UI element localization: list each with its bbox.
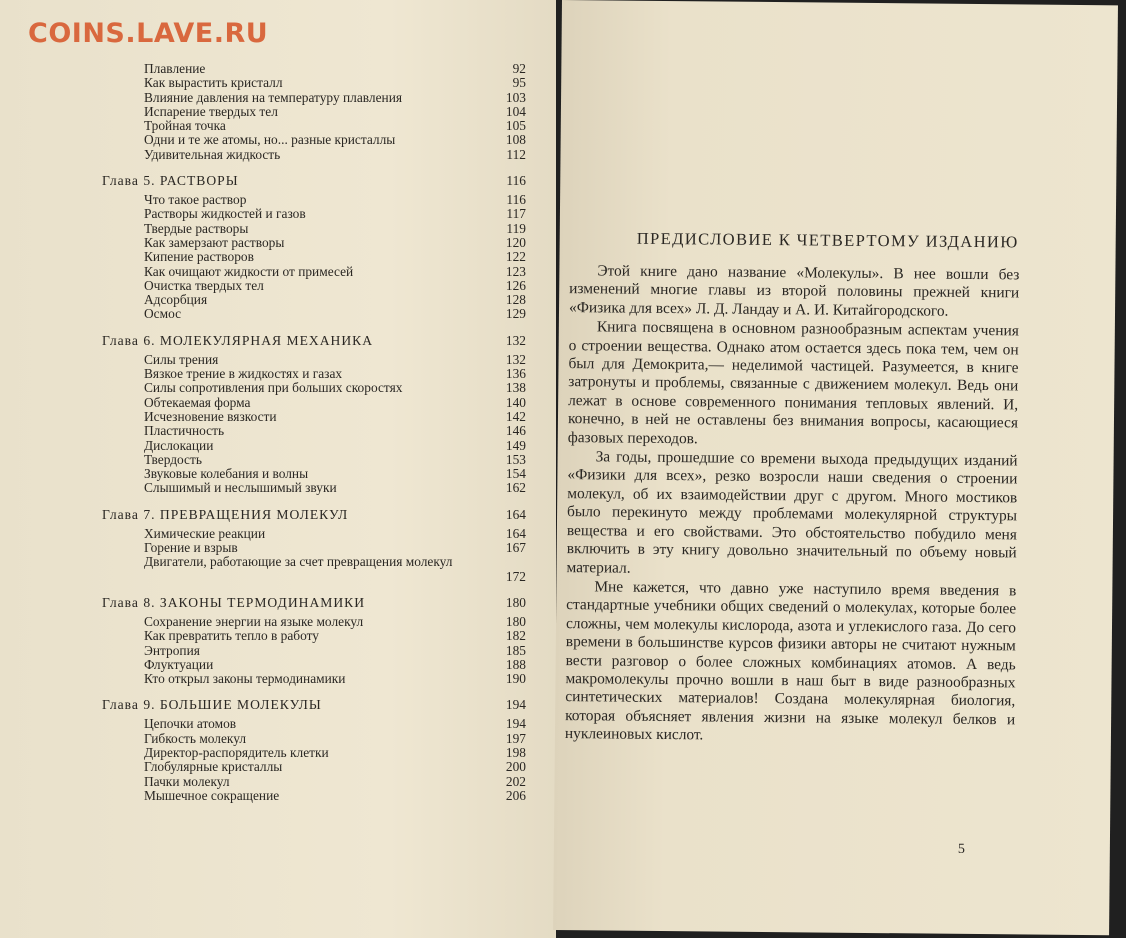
preface-paragraph: Мне кажется, что давно уже наступило время введения в стандартные учебники общих сведений о молекулах, которые более сложны, чем молекулы кислорода, азота и углекислого газа. До сего времени в большинстве курсов физики авторы не считают нужным вести разговор о более сложных комбинациях атомов. А ведь макромолекулы прочно вошли в наш быт в виде разнообразных синтетических материалов! Создана молекулярная биология, которая объясняет явления жизни на языке молекул белков и нуклеиновых кислот. — [564, 578, 1017, 744]
toc-entry — [0, 236, 556, 250]
toc-title: Глава 5. РАСТВОРЫ — [102, 173, 239, 189]
toc-title: Влияние давления на температуру плавления — [144, 89, 403, 105]
preface-heading: ПРЕДИСЛОВИЕ К ЧЕТВЕРТОМУ ИЗДАНИЮ — [636, 228, 1019, 252]
toc-page: 132 — [505, 351, 526, 367]
toc-title: Испарение твердых тел — [144, 103, 278, 119]
toc-page: 164 — [505, 506, 526, 522]
toc-title: Пластичность — [144, 423, 225, 439]
toc-chapter — [0, 174, 556, 190]
toc-page: 116 — [506, 192, 526, 208]
toc-entry — [0, 732, 556, 746]
toc-title: Флуктуации — [144, 656, 214, 672]
toc-entry — [0, 658, 556, 672]
toc-entry — [0, 481, 556, 495]
toc-page: 128 — [505, 292, 526, 308]
toc-page: 116 — [506, 173, 526, 189]
toc-page: 182 — [505, 628, 526, 644]
toc-entry — [0, 439, 556, 453]
toc-title: Глобулярные кристаллы — [144, 759, 283, 775]
toc-page: 153 — [505, 451, 526, 467]
toc-entry — [0, 467, 556, 481]
toc-page: 180 — [505, 594, 526, 610]
toc-entry — [0, 353, 556, 367]
toc-entry — [0, 410, 556, 424]
toc-entry — [0, 527, 556, 541]
toc-page: 140 — [505, 394, 526, 410]
toc-title: Плавление — [144, 61, 206, 76]
toc-entry — [0, 396, 556, 410]
toc-title: Слышимый и неслышимый звуки — [144, 480, 337, 496]
toc-entry — [0, 453, 556, 467]
toc-title: Как замерзают растворы — [144, 234, 285, 250]
toc-entry — [0, 119, 556, 133]
toc-title: Дислокации — [144, 437, 214, 453]
toc-page: 167 — [505, 540, 526, 556]
preface-paragraph: Книга посвящена в основном разнообразным аспектам учения о строении вещества. Однако атом остается здесь пока тем, чем он был для Демокрита,— неделимой частицей. Разумеется, в книге затронуты и проблемы, связанные с движением молекул. Ведь они лежат в основе современного понимания тепловых явлений. И, конечно, в ней не оставлены без внимания вопросы, касающиеся фазовых переходов. — [567, 318, 1019, 447]
toc-entry — [0, 62, 556, 76]
toc-page: 190 — [505, 671, 526, 687]
toc-title: Цепочки атомов — [144, 716, 237, 732]
toc-page: 194 — [505, 716, 526, 732]
toc-entry — [0, 644, 556, 658]
toc-entry — [0, 148, 556, 162]
toc-page: 142 — [505, 408, 526, 424]
toc-page: 180 — [505, 613, 526, 629]
toc-title: Вязкое трение в жидкостях и газах — [144, 366, 343, 382]
toc-title: Обтекаемая форма — [144, 394, 251, 410]
toc-page: 122 — [505, 249, 526, 265]
toc-title: Как превратить тепло в работу — [144, 628, 319, 644]
toc-entry — [0, 265, 556, 279]
toc-title: Исчезновение вязкости — [144, 408, 277, 424]
toc-title: Мышечное сокращение — [144, 787, 280, 803]
toc-title: Твердость — [144, 451, 202, 467]
toc-page: 138 — [505, 380, 526, 396]
toc-page: 104 — [505, 103, 526, 119]
toc-title: Глава 9. БОЛЬШИЕ МОЛЕКУЛЫ — [102, 697, 322, 713]
toc-entry — [0, 717, 556, 731]
toc-title: Сохранение энергии на языке молекул — [144, 613, 364, 629]
toc-title: Силы сопротивления при больших скоростях — [144, 380, 403, 396]
toc-chapter — [0, 698, 556, 714]
toc-title: Адсорбция — [144, 292, 208, 308]
toc-title: Звуковые колебания и волны — [144, 466, 309, 482]
toc-entry — [0, 541, 556, 555]
toc-entry — [0, 76, 556, 90]
toc-title: Растворы жидкостей и газов — [144, 206, 306, 222]
toc-title: Удивительная жидкость — [144, 146, 281, 162]
toc-entry — [0, 91, 556, 105]
right-page — [553, 0, 1118, 935]
toc-entry — [0, 293, 556, 307]
toc-title: Гибкость молекул — [144, 730, 247, 746]
toc-entry — [0, 746, 556, 760]
toc-page: 92 — [512, 61, 526, 76]
toc-page: 123 — [505, 263, 526, 279]
toc-title: Тройная точка — [144, 118, 226, 134]
toc-chapter — [0, 596, 556, 612]
toc-page: 103 — [505, 89, 526, 105]
toc-page: 136 — [505, 366, 526, 382]
toc-page: 117 — [506, 206, 526, 222]
toc-title: Твердые растворы — [144, 220, 249, 236]
toc-page: 120 — [505, 234, 526, 250]
toc-page: 188 — [505, 656, 526, 672]
toc-title: Двигатели, работающие за счет превращения молекул — [144, 554, 453, 570]
toc-title: Глава 8. ЗАКОНЫ ТЕРМОДИНАМИКИ — [102, 594, 366, 610]
toc-page: 132 — [505, 332, 526, 348]
toc-title: Глава 6. МОЛЕКУЛЯРНАЯ МЕХАНИКА — [102, 332, 374, 348]
toc-title: Глава 7. ПРЕВРАЩЕНИЯ МОЛЕКУЛ — [102, 506, 349, 522]
toc-entry — [0, 250, 556, 264]
toc-entry — [0, 615, 556, 629]
toc-entry — [0, 760, 556, 774]
page-number: 5 — [957, 841, 965, 857]
toc-page: 126 — [505, 277, 526, 293]
toc-page: 164 — [505, 525, 526, 541]
toc-title: Очистка твердых тел — [144, 277, 264, 293]
preface-paragraph: За годы, прошедшие со времени выхода предыдущих изданий «Физики для всех», резко возросли наши сведения о строении молекул, об их взаимодействии друг с другом. Много мостиков было перекинуто между проблемами молекулярной структуры вещества и его свойствами. Это обстоятельство побудило меня включить в эту книгу довольно значительный по объему новый материал. — [566, 448, 1018, 577]
watermark: COINS.LAVE.RU — [28, 18, 269, 49]
toc-title: Пачки молекул — [144, 773, 230, 789]
toc-entry — [0, 307, 556, 321]
toc-page: 154 — [505, 466, 526, 482]
toc-entry — [0, 629, 556, 643]
toc-title: Осмос — [144, 306, 182, 322]
toc-page: 198 — [505, 744, 526, 760]
toc-page: 200 — [505, 759, 526, 775]
toc-page: 172 — [505, 568, 526, 584]
toc-entry — [0, 555, 556, 584]
toc-entry — [0, 367, 556, 381]
toc-page: 162 — [505, 480, 526, 496]
toc-page: 95 — [512, 75, 526, 91]
preface-paragraph: Этой книге дано название «Молекулы». В нее вошли без изменений многие главы из второй половины прежней книги «Физика для всех» Л. Д. Ландау и А. И. Китайгородского. — [568, 262, 1020, 320]
toc-page: 105 — [505, 118, 526, 134]
toc-page: 119 — [506, 220, 526, 236]
toc-chapter — [0, 334, 556, 350]
toc-title: Одни и те же атомы, но... разные кристаллы — [144, 132, 396, 148]
toc-title: Химические реакции — [144, 525, 266, 541]
toc-entry — [0, 381, 556, 395]
toc-title: Силы трения — [144, 351, 219, 367]
toc-page: 206 — [505, 787, 526, 803]
toc-page: 108 — [505, 132, 526, 148]
toc-page: 194 — [505, 697, 526, 713]
toc-entry — [0, 279, 556, 293]
toc-entry — [0, 789, 556, 803]
left-page — [0, 0, 556, 938]
toc-page: 149 — [505, 437, 526, 453]
toc-title: Как очищают жидкости от примесей — [144, 263, 354, 279]
toc-chapter — [0, 508, 556, 524]
table-of-contents — [0, 62, 556, 803]
toc-entry — [0, 424, 556, 438]
preface-body — [565, 262, 1020, 749]
toc-entry — [0, 133, 556, 147]
toc-page: 112 — [506, 146, 526, 162]
toc-title: Кто открыл законы термодинамики — [144, 671, 346, 687]
toc-entry — [0, 222, 556, 236]
toc-page: 202 — [505, 773, 526, 789]
toc-title: Энтропия — [144, 642, 200, 658]
toc-page: 129 — [505, 306, 526, 322]
toc-page: 185 — [505, 642, 526, 658]
toc-title: Директор-распорядитель клетки — [144, 744, 329, 760]
toc-entry — [0, 105, 556, 119]
toc-page: 197 — [505, 730, 526, 746]
toc-entry — [0, 672, 556, 686]
toc-entry — [0, 207, 556, 221]
toc-title: Кипение растворов — [144, 249, 254, 265]
toc-title: Что такое раствор — [144, 192, 247, 208]
toc-entry — [0, 193, 556, 207]
toc-page: 146 — [505, 423, 526, 439]
toc-title: Горение и взрыв — [144, 540, 238, 556]
toc-entry — [0, 775, 556, 789]
toc-title: Как вырастить кристалл — [144, 75, 283, 91]
